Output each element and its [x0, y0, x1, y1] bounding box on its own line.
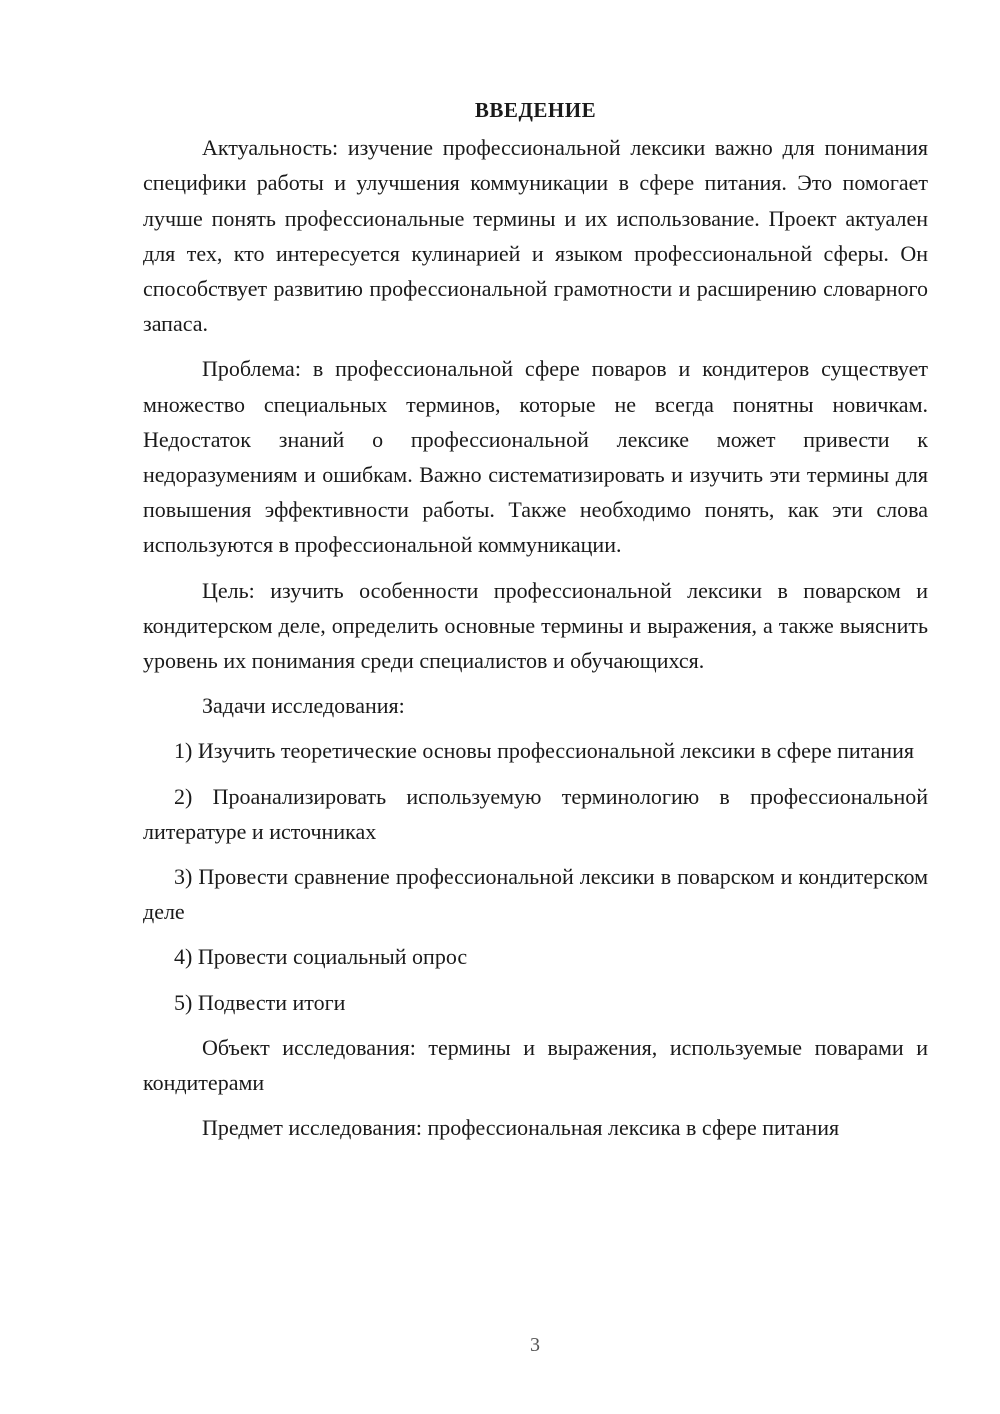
relevance-paragraph: Актуальность: изучение профессиональной лексики важно для понимания специфики работы и улучшения коммуникации в сфере питания. Это помогает лучше понять профессиональные термины и их использование. Проект актуален для тех, кто интересуется кулинарией и языком профессиональной сферы. Он способствует развитию профессиональной грамотности и расширению словарного запаса.	[143, 135, 928, 337]
task-item-4: 4) Провести социальный опрос	[174, 944, 468, 970]
problem-paragraph: Проблема: в профессиональной сфере поваров и кондитеров существует множество специальных терминов, которые не всегда понятны новичкам. Недостаток знаний о профессиональной лексике может привести к недоразумениям и ошибкам. Важно систематизировать и изучить эти термины для повышения эффективности работы. Также необходимо понять, как эти слова используются в профессиональной коммуникации.	[143, 356, 928, 558]
subject-paragraph: Предмет исследования: профессиональная лексика в сфере питания	[202, 1115, 840, 1141]
task-item-1: 1) Изучить теоретические основы профессиональной лексики в сфере питания	[174, 738, 914, 764]
task-item-3: 3) Провести сравнение профессиональной лексики в поварском и кондитерском деле	[143, 864, 928, 925]
page-content	[143, 93, 928, 1145]
tasks-heading: Задачи исследования:	[202, 693, 405, 719]
task-item-2: 2) Проанализировать используемую терминологию в профессиональной литературе и источниках	[143, 783, 928, 844]
task-item-5: 5) Подвести итоги	[174, 989, 346, 1015]
page-number: 3	[530, 1334, 540, 1356]
object-paragraph: Объект исследования: термины и выражения, используемые поварами и кондитерами	[143, 1034, 928, 1096]
goal-paragraph: Цель: изучить особенности профессиональной лексики в поварском и кондитерском деле, определить основные термины и выражения, а также выяснить уровень их понимания среди специалистов и обучающихся.	[143, 577, 928, 674]
page-title: ВВЕДЕНИЕ	[474, 98, 597, 122]
